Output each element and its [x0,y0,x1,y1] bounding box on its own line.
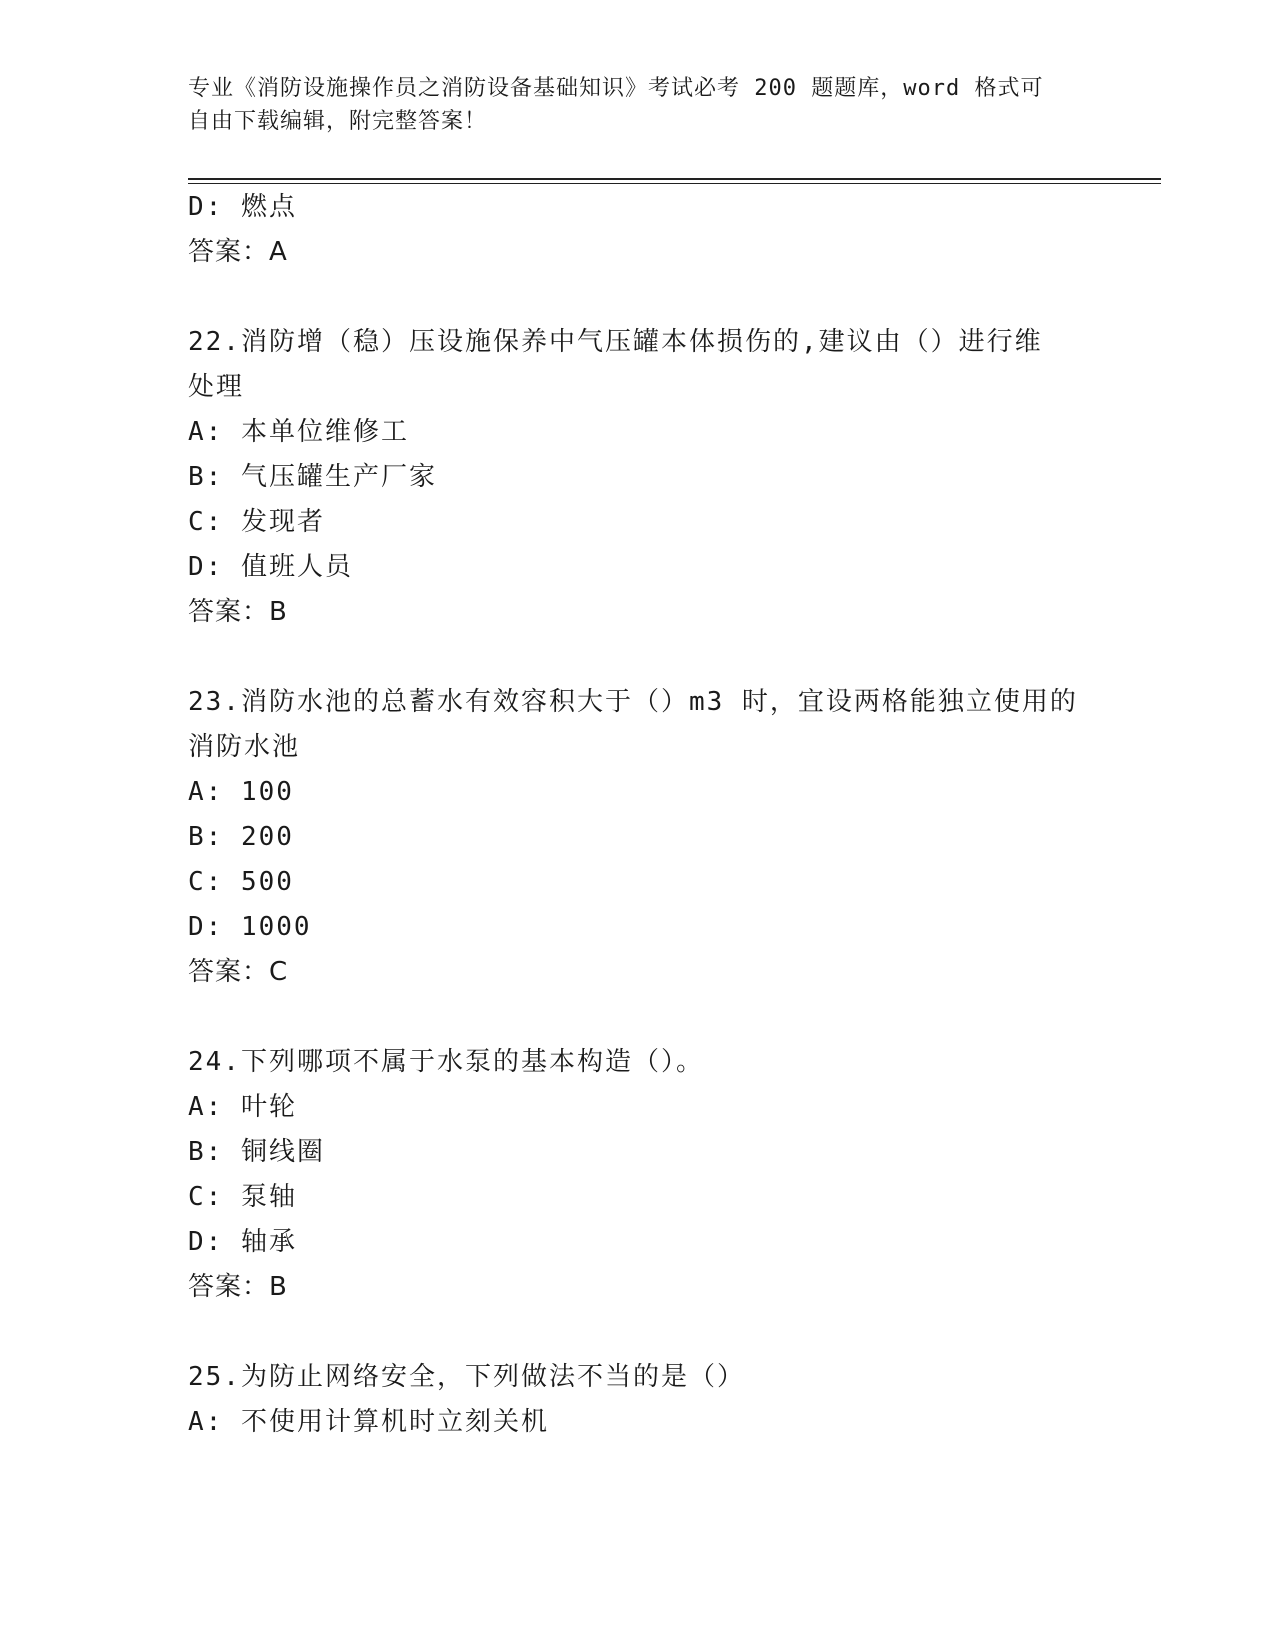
q23-stem-line-1: 23.消防水池的总蓄水有效容积大于（）m3 时，宜设两格能独立使用的 [188,687,1078,717]
header-rule-thin [188,183,1161,184]
q23-option-c: C: 500 [188,867,294,897]
q24-stem-line-1: 24.下列哪项不属于水泵的基本构造（）。 [188,1047,704,1077]
q22-option-d: D: 值班人员 [188,552,353,582]
q22-option-b: B: 气压罐生产厂家 [188,462,437,492]
header-line-2: 自由下载编辑，附完整答案！ [188,109,488,134]
header-rule-thick [188,178,1161,180]
q25-option-a: A: 不使用计算机时立刻关机 [188,1407,549,1437]
header-line-1: 专业《消防设施操作员之消防设备基础知识》考试必考 200 题题库，word 格式可 [188,76,1044,101]
q23-option-a: A: 100 [188,777,294,807]
q23-answer: 答案：C [188,957,289,987]
q22-option-a: A: 本单位维修工 [188,417,409,447]
q23-option-d: D: 1000 [188,912,312,942]
prev-answer: 答案：A [188,237,288,267]
q24-option-c: C: 泵轴 [188,1182,297,1212]
q24-answer: 答案：B [188,1272,288,1302]
q22-answer: 答案：B [188,597,288,627]
page-header [188,72,1068,138]
q23-stem-line-2: 消防水池 [188,732,301,762]
q23-option-b: B: 200 [188,822,294,852]
prev-option-d: D: 燃点 [188,192,297,222]
q24-option-b: B: 铜线圈 [188,1137,325,1167]
q22-option-c: C: 发现者 [188,507,325,537]
q24-option-a: A: 叶轮 [188,1092,297,1122]
q24-option-d: D: 轴承 [188,1227,297,1257]
q25-stem-line-1: 25.为防止网络安全，下列做法不当的是（） [188,1362,745,1392]
q22-stem-line-1: 22.消防增（稳）压设施保养中气压罐本体损伤的,建议由（）进行维 [188,327,1043,357]
q22-stem-line-2: 处理 [188,372,245,402]
